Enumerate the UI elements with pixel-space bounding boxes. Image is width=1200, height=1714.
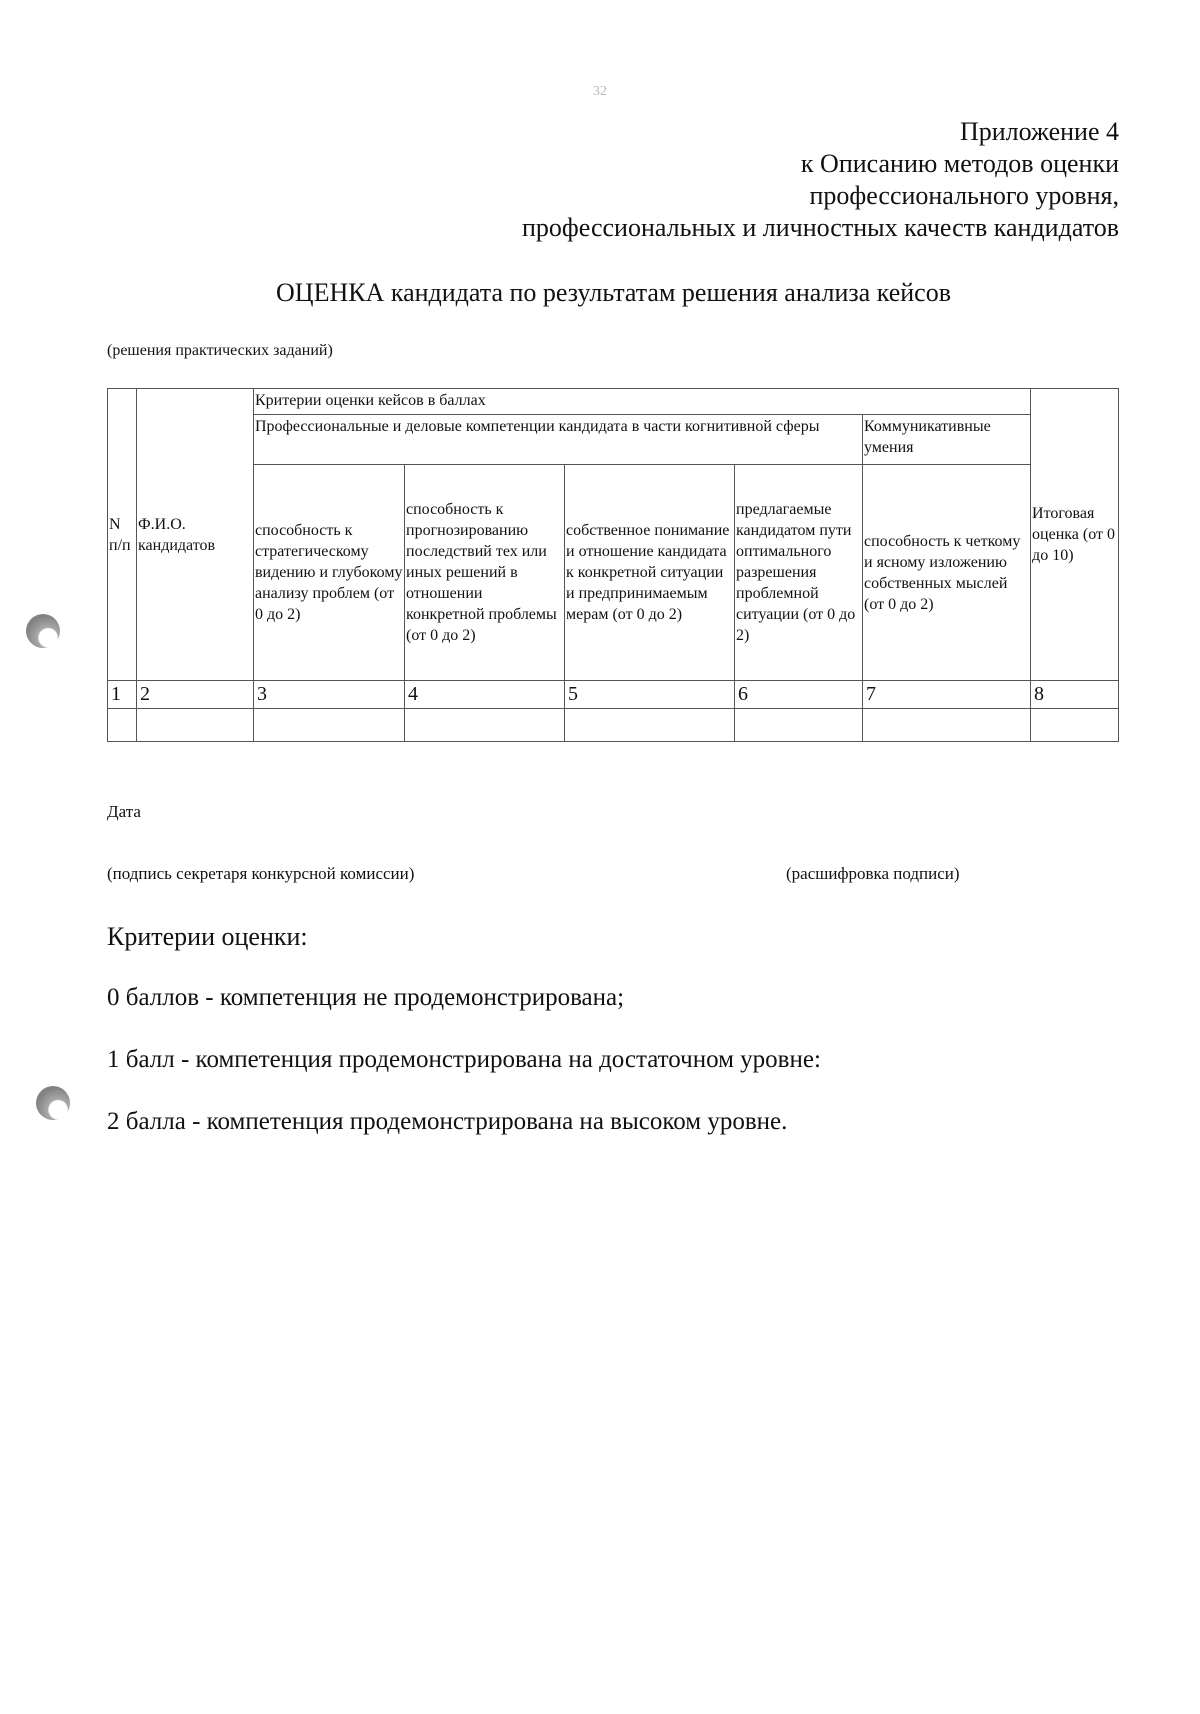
appendix-reference	[319, 116, 1119, 244]
date-label: Дата	[107, 802, 141, 821]
empty-cell	[565, 709, 735, 742]
header-fio: Ф.И.О. кандидатов	[137, 389, 254, 681]
column-number: 6	[735, 681, 863, 709]
empty-entry-row	[108, 709, 1119, 742]
criteria-item: 2 балла - компетенция продемонстрирована на высоком уровне.	[107, 1108, 788, 1135]
column-number: 4	[405, 681, 565, 709]
header-number: N п/п	[108, 389, 137, 681]
appendix-line: профессиональных и личностных качеств кандидатов	[522, 213, 1119, 242]
punch-hole-mark	[26, 614, 60, 648]
signature-transcript-caption: (расшифровка подписи)	[786, 864, 960, 883]
header-criterion-1: способность к стратегическому видению и глубокому анализу проблем (от 0 до 2)	[254, 465, 405, 681]
header-criterion-4: предлагаемые кандидатом пути оптимального разрешения проблемной ситуации (от 0 до 2)	[735, 465, 863, 681]
empty-cell	[108, 709, 137, 742]
header-communication-group: Коммуникативные умения	[863, 415, 1031, 465]
empty-cell	[405, 709, 565, 742]
column-number: 7	[863, 681, 1031, 709]
criteria-item: 1 балл - компетенция продемонстрирована на достаточном уровне:	[107, 1046, 821, 1073]
appendix-line: к Описанию методов оценки	[800, 149, 1119, 178]
empty-cell	[1031, 709, 1119, 742]
column-number: 1	[108, 681, 137, 709]
criteria-heading: Критерии оценки:	[107, 922, 308, 951]
document-title: ОЦЕНКА кандидата по результатам решения анализа кейсов	[276, 278, 951, 307]
column-number-row	[108, 681, 1119, 709]
appendix-line: Приложение 4	[959, 117, 1119, 146]
criteria-item: 0 баллов - компетенция не продемонстрирована;	[107, 984, 625, 1011]
column-number: 5	[565, 681, 735, 709]
empty-cell	[863, 709, 1031, 742]
column-number: 3	[254, 681, 405, 709]
secretary-signature-caption: (подпись секретаря конкурсной комиссии)	[107, 864, 415, 883]
appendix-line: профессионального уровня,	[809, 181, 1119, 210]
header-professional-group: Профессиональные и деловые компетенции кандидата в части когнитивной сферы	[254, 415, 863, 465]
page-number: 32	[593, 84, 607, 99]
header-criteria-group: Критерии оценки кейсов в баллах	[254, 389, 1031, 415]
empty-cell	[254, 709, 405, 742]
header-criterion-5: способность к четкому и ясному изложению собственных мыслей (от 0 до 2)	[863, 465, 1031, 681]
column-number: 2	[137, 681, 254, 709]
empty-cell	[137, 709, 254, 742]
evaluation-table	[107, 388, 1119, 742]
header-criterion-3: собственное понимание и отношение кандидата к конкретной ситуации и предпринимаемым мерам (от 0 до 2)	[565, 465, 735, 681]
header-total: Итоговая оценка (от 0 до 10)	[1031, 389, 1119, 681]
empty-cell	[735, 709, 863, 742]
document-subtitle: (решения практических заданий)	[107, 342, 333, 359]
header-criterion-2: способность к прогнозированию последствий тех или иных решений в отношении конкретной проблемы (от 0 до 2)	[405, 465, 565, 681]
punch-hole-mark	[36, 1086, 70, 1120]
column-number: 8	[1031, 681, 1119, 709]
